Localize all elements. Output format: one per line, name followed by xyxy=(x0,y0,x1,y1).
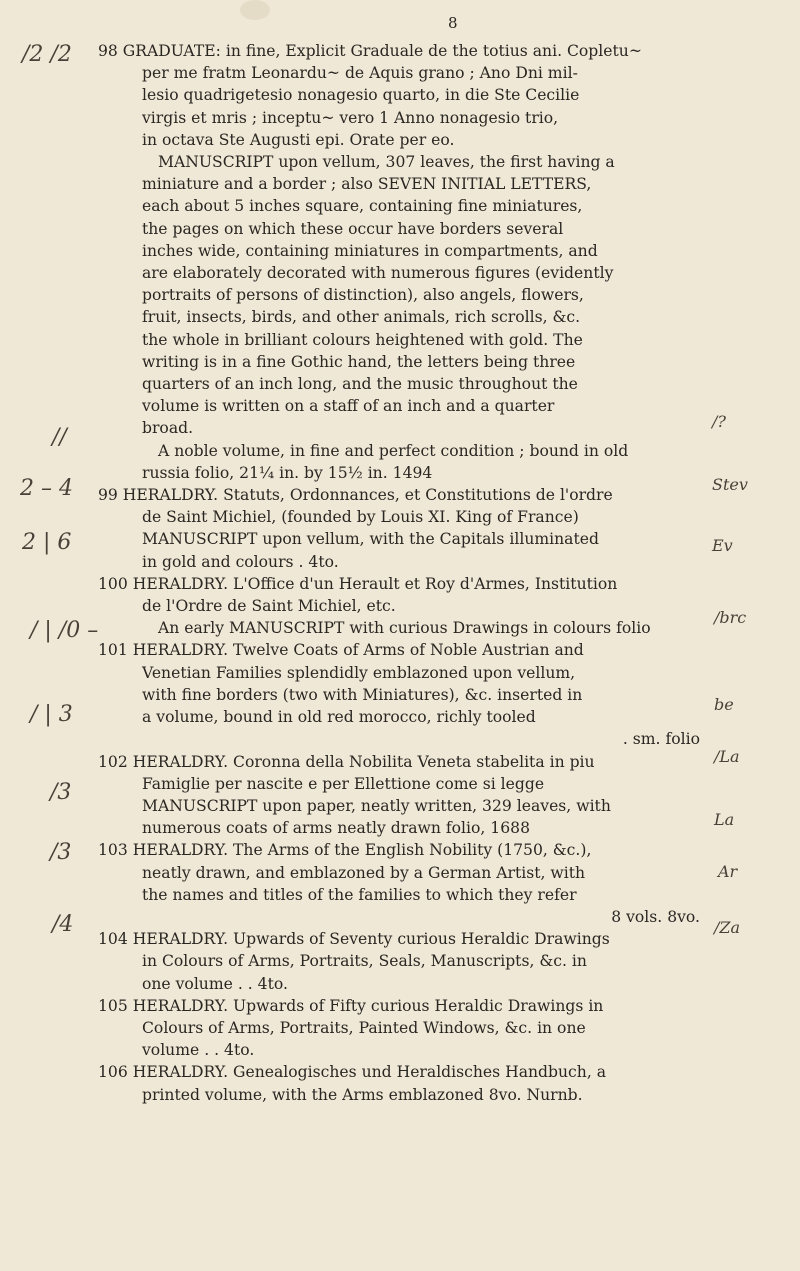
lot-description-line: writing is in a fine Gothic hand, the letters being three xyxy=(142,352,576,371)
handwritten-buyer-mark: /brc xyxy=(714,608,747,627)
lot-heading: 99 HERALDRY. Statuts, Ordonnances, et Constitutions de l'ordre xyxy=(98,486,613,505)
lot-entry-104 xyxy=(98,928,702,995)
handwritten-buyer-mark: /La xyxy=(714,747,740,766)
handwritten-price-mark: // xyxy=(52,425,67,450)
lot-description-line: in octava Ste Augusti epi. Orate per eo. xyxy=(142,130,455,149)
lot-description-line: each about 5 inches square, containing fine miniatures, xyxy=(142,197,583,216)
handwritten-buyer-mark: Stev xyxy=(712,475,748,494)
handwritten-buyer-mark: Ev xyxy=(712,536,733,555)
lot-description-line: per me fratm Leonardu~ de Aquis grano ; Ano Dni mil- xyxy=(142,64,578,83)
lot-heading: 101 HERALDRY. Twelve Coats of Arms of Noble Austrian and xyxy=(98,641,584,660)
lot-description-line: de Saint Michiel, (founded by Louis XI. King of France) xyxy=(142,508,579,527)
lot-description-line: An early MANUSCRIPT with curious Drawings in colours folio xyxy=(158,619,651,638)
lot-heading: 102 HERALDRY. Coronna della Nobilita Veneta stabelita in piu xyxy=(98,752,595,771)
lot-description-line: MANUSCRIPT upon paper, neatly written, 329 leaves, with xyxy=(142,796,611,815)
lot-entry-99 xyxy=(98,484,702,573)
paper-stain xyxy=(240,0,270,20)
lot-heading: 106 HERALDRY. Genealogisches und Heraldisches Handbuch, a xyxy=(98,1063,607,1082)
lot-entry-106 xyxy=(98,1061,702,1105)
handwritten-price-mark: / | /0 – xyxy=(30,618,99,643)
lot-description-line: numerous coats of arms neatly drawn folio, 1688 xyxy=(142,819,530,838)
lot-description-line: lesio quadrigetesio nonagesio quarto, in die Ste Cecilie xyxy=(142,86,580,105)
lot-heading: 104 HERALDRY. Upwards of Seventy curious Heraldic Drawings xyxy=(98,930,610,949)
lot-description-line: Famiglie per nascite e per Ellettione come si legge xyxy=(142,774,545,793)
lot-heading: 100 HERALDRY. L'Office d'un Herault et Roy d'Armes, Institution xyxy=(98,574,618,593)
lot-entry-100 xyxy=(98,573,702,640)
lot-entry-103 xyxy=(98,839,702,928)
lot-description-line: russia folio, 21¼ in. by 15½ in. 1494 xyxy=(142,463,433,482)
handwritten-price-mark: /3 xyxy=(50,840,72,865)
lot-description-line: one volume . . 4to. xyxy=(142,974,288,993)
lot-description-line: with fine borders (two with Miniatures), &c. inserted in xyxy=(142,685,583,704)
lot-entry-105 xyxy=(98,995,702,1062)
lot-heading: 105 HERALDRY. Upwards of Fifty curious Heraldic Drawings in xyxy=(98,996,604,1015)
handwritten-price-mark: /3 xyxy=(50,780,72,805)
lot-entry-102 xyxy=(98,751,702,840)
handwritten-price-mark: /2 /2 xyxy=(22,42,72,67)
lot-description-line: de l'Ordre de Saint Michiel, etc. xyxy=(142,597,396,616)
lot-description-line: inches wide, containing miniatures in compartments, and xyxy=(142,241,598,260)
handwritten-buyer-mark: /? xyxy=(712,412,726,431)
lot-description-line: the pages on which these occur have borders several xyxy=(142,219,564,238)
handwritten-price-mark: 2 – 4 xyxy=(20,476,73,501)
lot-description-line: printed volume, with the Arms emblazoned 8vo. Nurnb. xyxy=(142,1085,583,1104)
lot-description-line: the names and titles of the families to which they refer xyxy=(142,885,577,904)
handwritten-buyer-mark: Ar xyxy=(718,862,738,881)
handwritten-buyer-mark: /Za xyxy=(714,918,741,937)
lot-description-line: in gold and colours . 4to. xyxy=(142,552,339,571)
lot-description-line: . sm. folio xyxy=(622,730,700,749)
handwritten-price-mark: 2 | 6 xyxy=(22,530,72,555)
page-number: 8 xyxy=(448,14,458,32)
handwritten-price-mark: / | 3 xyxy=(30,702,73,727)
lot-description-line: miniature and a border ; also SEVEN INITIAL LETTERS, xyxy=(142,175,592,194)
lot-description-line: quarters of an inch long, and the music throughout the xyxy=(142,375,578,394)
lot-description-line: neatly drawn, and emblazoned by a German Artist, with xyxy=(142,863,586,882)
lot-description-line: MANUSCRIPT upon vellum, with the Capitals illuminated xyxy=(142,530,599,549)
lot-entry-98 xyxy=(98,40,702,484)
handwritten-price-mark: /4 xyxy=(52,912,74,937)
lot-entry-101 xyxy=(98,639,702,750)
lot-description-line: virgis et mris ; inceptu~ vero 1 Anno nonagesio trio, xyxy=(142,108,559,127)
lot-description-line: a volume, bound in old red morocco, richly tooled xyxy=(142,708,536,727)
lot-description-line: in Colours of Arms, Portraits, Seals, Manuscripts, &c. in xyxy=(142,952,587,971)
lot-description-line: MANUSCRIPT upon vellum, 307 leaves, the first having a xyxy=(158,153,615,172)
lot-heading: 103 HERALDRY. The Arms of the English Nobility (1750, &c.), xyxy=(98,841,592,860)
lot-description-line: Colours of Arms, Portraits, Painted Windows, &c. in one xyxy=(142,1018,586,1037)
right-margin-annotations xyxy=(700,0,800,1271)
lot-heading: 98 GRADUATE: in fine, Explicit Graduale de the totius ani. Copletu~ xyxy=(98,42,642,60)
left-margin-annotations xyxy=(0,0,99,1271)
lot-description-line: fruit, insects, birds, and other animals, rich scrolls, &c. xyxy=(142,308,581,327)
lot-description-line: the whole in brilliant colours heightened with gold. The xyxy=(142,330,583,349)
lot-description-line: volume . . 4to. xyxy=(142,1041,255,1060)
handwritten-buyer-mark: La xyxy=(714,810,735,829)
lot-description-line: are elaborately decorated with numerous figures (evidently xyxy=(142,264,614,283)
lot-description-line: portraits of persons of distinction), also angels, flowers, xyxy=(142,286,584,305)
lot-description-line: broad. xyxy=(142,419,194,438)
lot-description-line: 8 vols. 8vo. xyxy=(611,907,700,926)
lot-description-line: volume is written on a staff of an inch and a quarter xyxy=(142,397,555,416)
lot-description-line: A noble volume, in fine and perfect condition ; bound in old xyxy=(158,441,629,460)
catalogue-listing xyxy=(98,40,702,1106)
lot-description-line: Venetian Families splendidly emblazoned upon vellum, xyxy=(142,663,576,682)
handwritten-buyer-mark: be xyxy=(714,695,734,714)
